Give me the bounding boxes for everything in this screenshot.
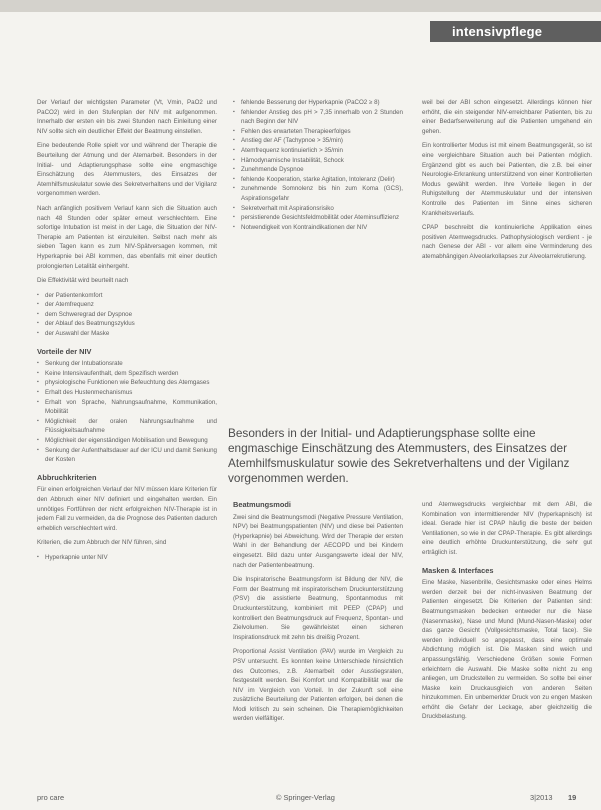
list-item: ▪ persistierende Gesichtsfeldmobilität oder Ateminsuffizienz [240, 213, 403, 223]
vorteile-heading: Vorteile der NIV [37, 346, 92, 356]
col1-paragraph-3: Nach anfänglich positivem Verlauf kann sich die Situation auch nach 48 Stunden oder später erneut verschlechtern. Eine sofortige Intubation ist meist in der Lage, die Situation der NIV-Therapie am Patienten ist einzuleiten. Selbst nach mehr als sieben Tagen kann es zum NIV-Spätversagen kommen, mit Hyperkapnie bei ABI kommen, das ebenfalls mit einer deutlich prolongierten Letalität einhergeht. [37, 204, 217, 270]
list-item: ▪ fehlende Kooperation, starke Agitation, Intoleranz (Delir) [240, 175, 403, 185]
col4-paragraph-1: Zwei sind die Beatmungsmodi (Negative Pressure Ventilation, NPV) bei Beatmungspatienten (NIV) und diese bei Patienten (Hyperkapnie) bei Abweichung. Wird der Therapie der ersten Wahl in der Behandlung der AECOPD und bei Kindern eingesetzt. Bild dazu unter Ausgangswerte ideal der NIV, nach der Patientenbeatmung. [233, 513, 403, 569]
criteria-intro: Die Effektivität wird beurteilt nach [37, 277, 129, 285]
page-footer [0, 793, 601, 807]
col4-paragraph-2: Die Inspiratorische Beatmungsform ist Bildung der NIV, die Form der Beatmung mit inspiratorischem Druckunterstützung (PSV) die assistierte Beatmung, Spontanmodus mit Druckunterstützung, kombiniert mit PEEP (CPAP) und kontrolliert den Beatmungsdruck auf Frequenz, Spontan- und Zielvolumen. Sie gewährleistet einen sicheren Inspirationsdruck mit zehn bis dreißig Prozent. [233, 576, 403, 641]
list-item: ▪ dem Schweregrad der Dyspnoe [44, 310, 217, 320]
beatmungsmodi-heading: Beatmungsmodi [233, 500, 291, 509]
column-4 [233, 500, 403, 729]
top-band [0, 0, 601, 12]
publisher: © Springer-Verlag [276, 793, 335, 802]
masken-heading: Masken & Interfaces [422, 565, 494, 575]
list-item: ▪ der Atemfrequenz [44, 300, 217, 310]
col5-paragraph-1: und Atemwegsdrucks vergleichbar mit dem ABI, die Kombination von intermittierender NIV (hyperkapnisch) ist ideal. Gerade hier ist CPAP häufig die beste der beiden Ventilationen, so wie in der CPAP-Therapie. Es gibt allerdings eine deutlich erhöhte Druckunterstützung, die sehr gut erträglich ist. [422, 501, 592, 556]
list-item: ▪ Hyperkapnie unter NIV [44, 553, 217, 563]
list-item: ▪ Keine Intensivaufenthalt, dem Spezifisch werden [44, 369, 217, 379]
list-item: ▪ Senkung der Aufenthaltsdauer auf der ICU und damit Senkung der Kosten [44, 446, 217, 465]
abbruch-heading: Abbruchkriterien [37, 472, 97, 482]
list-item: ▪ Senkung der Intubationsrate [44, 359, 217, 369]
list-item: ▪ fehlende Besserung der Hyperkapnie (PaCO2 ≥ 8) [240, 98, 403, 108]
list-item: ▪ fehlender Anstieg des pH > 7,35 innerhalb von 2 Stunden nach Beginn der NIV [240, 108, 403, 127]
list-item: ▪ physiologische Funktionen wie Befeuchtung des Atemgases [44, 378, 217, 388]
list-item: ▪ Sekretverhalt mit Aspirationsrisiko [240, 204, 403, 214]
col1-paragraph-2: Eine bedeutende Rolle spielt vor und während der Therapie die Beurteilung der Atmung und der Atemarbeit. Besonders in der Initial- und Adaptierungsphase sollte eine engmaschige Einschätzung des Atemmusters, des Einsatzes der Atemhilfsmuskulatur sowie des Sekretverhaltens und der Vigilanz vorgenommen werden. [37, 142, 217, 198]
list-item: ▪ der Patientenkomfort [44, 291, 217, 301]
list-item: ▪ Erhalt des Hustenmechanismus [44, 388, 217, 398]
col3-paragraph-2: Ein kontrollierter Modus ist mit einem Beatmungsgerät, so ist eine vergleichbare Situation auch bei Patienten möglich. Ergänzend gibt es auch bei Patienten, die z.B. bei einer Neurologie-Erkrankung unterstützend von einer Kontrollierten Modus gewählt werden. Ihre Vorteile liegen in der Ruhigstellung der Atemmuskulatur und der intensiven Kontrolle des Patienten im Sinne eines sicheren Krankheitsverlaufs. [422, 142, 592, 217]
list-item: ▪ der Ablauf des Beatmungszyklus [44, 319, 217, 329]
vorteile-list [37, 359, 217, 465]
criteria-list [37, 291, 217, 339]
abbruch-paragraph: Für einen erfolgreichen Verlauf der NIV müssen klare Kriterien für den Abbruch einer NIV definiert und eingehalten werden. Ein unnötiges Fortführen der nicht erfolgreichen NIV-Therapie ist in jedem Fall zu vermeiden, da die Prognose des Patienten dadurch erheblich verschlechtert wird. [37, 486, 217, 532]
list-item: ▪ Fehlen des erwarteten Therapieerfolges [240, 127, 403, 137]
list-item: ▪ Erhalt von Sprache, Nahrungsaufnahme, Kommunikation, Mobilität [44, 398, 217, 417]
list-item: ▪ zunehmende Somnolenz bis hin zum Koma (GCS), Aspirationsgefahr [240, 184, 403, 203]
col5-paragraph-2: Eine Maske, Nasenbrille, Gesichtsmaske oder eines Helms werden derzeit bei der nicht-invasiven Beatmung der Patienten eingesetzt. Die Kriterien der Patienten sind: Beatmungsmasken bedecken entweder nur die Nase (Nasenmaske), Nase und Mund (Mund-Nasen-Maske) oder das ganze Gesicht (Vollgesichtsmaske, Total face). Sie werden individuell so angepasst, dass eine optimale Abdichtung möglich ist. Die Masken sind weich und anpassungsfähig. Verschiedene Größen sowie Formen erleichtern die Auswahl. Die Maske sollte nicht zu eng anliegen, um Druckstellen zu vermeiden. So sollte bei einer Maske kein Druckausgleich von anderen Seiten hinzukommen. Ein unbemerkter Druck von zu engen Masken erhöht die Gefahr der Leckage, aber gleichzeitig die Druckbelastung. [422, 579, 592, 721]
column-5 [422, 500, 592, 727]
col1-paragraph-1: Der Verlauf der wichtigsten Parameter (Vt, Vmin, PaO2 und PaCO2) wird in den Stufenplan der NIV mit aufgenommen. Innerhalb der ersten ein bis zwei Stunden nach Einleitung einer NIV sollte sich ein deutlicher Effekt der Beatmung einstellen. [37, 99, 217, 135]
list-item: ▪ Hämodynamische Instabilität, Schock [240, 156, 403, 166]
section-title: intensivpflege [452, 24, 543, 39]
col4-paragraph-3: Proportional Assist Ventilation (PAV) wurde im Vergleich zu PSV untersucht. Es konnten keine Unterschiede hinsichtlich des Outcomes, z.B. Atemarbeit oder Ausstiegsraten, festgestellt werden. Bei Komfort und Kompatibilität war die NIV im Vergleich von Vorteil. In der Zukunft soll eine zusätzliche Beurteilung der Patienten erfolgen, bei denen die Modi kritisch zu sein scheinen. Die Therapiemöglichkeiten werden vielfältiger. [233, 648, 403, 723]
magazine-name: pro care [37, 793, 65, 802]
page-number: 19 [568, 793, 577, 802]
pull-quote: Besonders in der Initial- und Adaptierungsphase sollte eine engmaschige Einschätzung des Atemmusters, des Einsatzes der Atemhilfsmuskulatur sowie des Sekretverhaltens und der Vigilanz vorgenommen werden. [228, 426, 570, 485]
kriterien-intro: Kriterien, die zum Abbruch der NIV führen, sind [37, 539, 167, 547]
column-1 [37, 98, 217, 569]
list-item: ▪ Anstieg der AF (Tachypnoe > 35/min) [240, 136, 403, 146]
list-item: ▪ Möglichkeit der eigenständigen Mobilisation und Bewegung [44, 436, 217, 446]
list-item: ▪ Möglichkeit der oralen Nahrungsaufnahme und Flüssigkeitsaufnahme [44, 417, 217, 436]
issue-number: 3|2013 [530, 793, 553, 802]
col3-paragraph-1: weil bei der ABI schon eingesetzt. Allerdings können hier erhöht, die ein steigender NIV-erreichbarer Patienten, bis zu einer Bedarfserweiterung auf die Patienten umgehend ein gehen. [422, 99, 592, 135]
col3-paragraph-3: CPAP beschreibt die kontinuierliche Applikation eines positiven Atemwegsdrucks. Pathophysiologisch verdient - je nach Genese der ABI - vor allem eine Verminderung des atemabhängigen Alveolarkollapses zur Alveolarrekrutierung. [422, 224, 592, 260]
list-item: ▪ Zunehmende Dyspnoe [240, 165, 403, 175]
kriterien-list [37, 553, 217, 563]
list-item: ▪ Notwendigkeit von Kontraindikationen der NIV [240, 223, 403, 233]
list-item: ▪ der Auswahl der Maske [44, 329, 217, 339]
abbruch-criteria-list [233, 98, 403, 232]
column-3 [422, 98, 592, 267]
list-item: ▪ Atemfrequenz kontinuierlich > 35/min [240, 146, 403, 156]
column-2 [233, 98, 403, 238]
